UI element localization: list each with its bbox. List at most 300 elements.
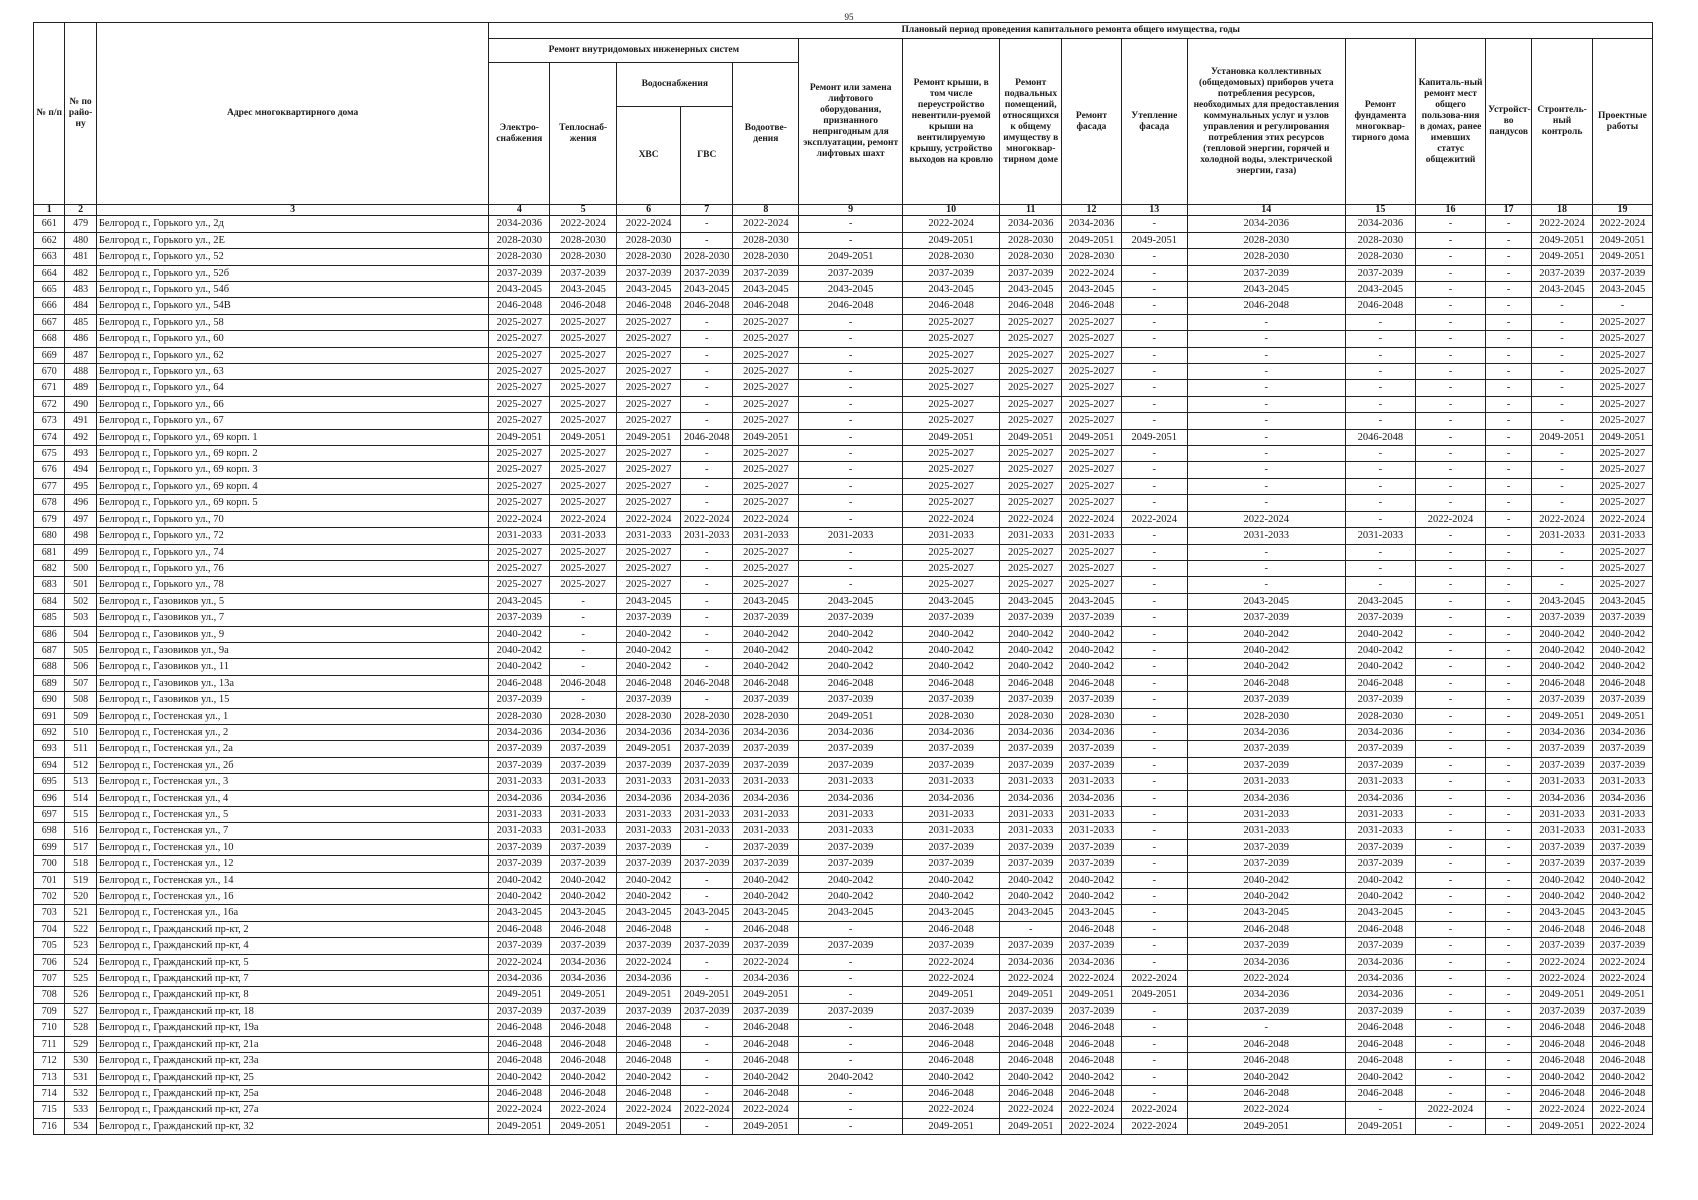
period-cell: - [681,839,733,855]
period-cell: 2043-2045 [1187,593,1345,609]
period-cell: - [681,396,733,412]
table-row [34,1036,1653,1052]
district-number: 530 [65,1053,96,1069]
period-cell: - [1345,347,1415,363]
period-cell: 2046-2048 [1345,1036,1415,1052]
period-cell: 2025-2027 [617,314,681,330]
period-cell: - [1121,396,1187,412]
period-cell: 2031-2033 [1532,528,1593,544]
period-cell: - [1486,626,1532,642]
period-cell: - [681,593,733,609]
period-cell: - [1486,839,1532,855]
period-cell: 2022-2024 [550,511,617,527]
period-cell: 2040-2042 [733,889,799,905]
period-cell: 2034-2036 [489,216,550,232]
period-cell: 2031-2033 [733,807,799,823]
period-cell: 2022-2024 [1592,971,1652,987]
period-cell: 2049-2051 [733,1118,799,1134]
header-engineering-group: Ремонт внутридомовых инженерных систем [489,39,799,63]
period-cell: 2046-2048 [1345,1085,1415,1101]
period-cell: - [1532,331,1593,347]
period-cell: 2046-2048 [733,1053,799,1069]
period-cell: 2040-2042 [1532,1069,1593,1085]
period-cell: 2031-2033 [902,807,999,823]
period-cell: - [1486,429,1532,445]
address-cell: Белгород г., Гостенская ул., 1 [96,708,489,724]
period-cell: - [681,1085,733,1101]
table-row [34,987,1653,1003]
period-cell: 2025-2027 [902,462,999,478]
period-cell: 2037-2039 [681,741,733,757]
period-cell: - [1187,577,1345,593]
period-cell: 2031-2033 [733,528,799,544]
period-cell: 2025-2027 [550,364,617,380]
period-cell: 2022-2024 [617,511,681,527]
period-cell: - [1415,446,1485,462]
period-cell: - [1121,478,1187,494]
table-row [34,364,1653,380]
period-cell: 2025-2027 [1062,347,1122,363]
period-cell: 2031-2033 [902,823,999,839]
address-cell: Белгород г., Горького ул., 69 корп. 4 [96,478,489,494]
period-cell: 2025-2027 [1062,446,1122,462]
period-cell: - [1187,560,1345,576]
row-number: 701 [34,872,65,888]
period-cell: - [1592,298,1652,314]
period-cell: 2040-2042 [902,659,999,675]
period-cell: 2043-2045 [1592,282,1652,298]
period-cell: 2031-2033 [681,774,733,790]
period-cell: 2037-2039 [1187,839,1345,855]
row-number: 697 [34,807,65,823]
period-cell: - [681,1118,733,1134]
period-cell: 2025-2027 [550,577,617,593]
period-cell: - [1415,495,1485,511]
period-cell: 2040-2042 [617,1069,681,1085]
period-cell: 2028-2030 [902,249,999,265]
row-number: 705 [34,938,65,954]
period-cell: 2022-2024 [1062,971,1122,987]
period-cell: - [1486,724,1532,740]
row-number: 680 [34,528,65,544]
period-cell: 2034-2036 [617,971,681,987]
period-cell: 2031-2033 [1187,528,1345,544]
table-row [34,298,1653,314]
row-number: 678 [34,495,65,511]
column-number: 1 [34,205,65,216]
period-cell: 2046-2048 [1187,675,1345,691]
period-cell: 2040-2042 [1000,659,1062,675]
row-number: 709 [34,1003,65,1019]
period-cell: 2037-2039 [1532,610,1593,626]
period-cell: 2049-2051 [1121,232,1187,248]
period-cell: 2049-2051 [902,429,999,445]
address-cell: Белгород г., Горького ул., 76 [96,560,489,576]
period-cell: 2022-2024 [617,954,681,970]
period-cell: 2040-2042 [1345,642,1415,658]
period-cell: 2046-2048 [489,1036,550,1052]
period-cell: - [799,462,903,478]
period-cell: - [799,364,903,380]
period-cell: 2031-2033 [617,774,681,790]
period-cell: - [550,593,617,609]
period-cell: 2049-2051 [617,429,681,445]
table-row [34,790,1653,806]
period-cell: 2040-2042 [1062,889,1122,905]
period-cell: - [1415,560,1485,576]
row-number: 689 [34,675,65,691]
period-cell: 2034-2036 [489,724,550,740]
period-cell: 2049-2051 [1532,249,1593,265]
period-cell: 2049-2051 [1532,987,1593,1003]
period-cell: - [1415,708,1485,724]
period-cell: - [1532,298,1593,314]
row-number: 688 [34,659,65,675]
district-number: 516 [65,823,96,839]
column-number: 19 [1592,205,1652,216]
period-cell: - [1345,446,1415,462]
period-cell: - [1486,396,1532,412]
period-cell: - [1415,347,1485,363]
period-cell: 2043-2045 [1532,905,1593,921]
period-cell: 2025-2027 [489,478,550,494]
table-row [34,478,1653,494]
period-cell: 2046-2048 [1345,921,1415,937]
period-cell: - [1415,839,1485,855]
district-number: 527 [65,1003,96,1019]
period-cell: 2025-2027 [902,478,999,494]
column-number: 7 [681,205,733,216]
period-cell: - [1415,1069,1485,1085]
period-cell: 2043-2045 [799,905,903,921]
period-cell: - [799,577,903,593]
period-cell: 2025-2027 [902,347,999,363]
period-cell: 2049-2051 [1592,708,1652,724]
period-cell: 2037-2039 [1062,610,1122,626]
row-number: 685 [34,610,65,626]
period-cell: 2025-2027 [733,331,799,347]
period-cell: - [1121,347,1187,363]
period-cell: 2043-2045 [550,905,617,921]
period-cell: - [1415,905,1485,921]
period-cell: 2022-2024 [1532,511,1593,527]
period-cell: 2025-2027 [1062,478,1122,494]
period-cell: - [799,478,903,494]
period-cell: 2040-2042 [902,642,999,658]
header-dormitory: Капиталь-ный ремонт мест общего пользова-ния в домах, ранее имевших статус общежитий [1415,39,1485,205]
address-cell: Белгород г., Горького ул., 64 [96,380,489,396]
period-cell: 2037-2039 [733,265,799,281]
period-cell: 2049-2051 [681,987,733,1003]
period-cell: 2022-2024 [550,1102,617,1118]
period-cell: 2037-2039 [799,757,903,773]
period-cell: - [681,446,733,462]
address-cell: Белгород г., Газовиков ул., 9а [96,642,489,658]
table-row [34,593,1653,609]
period-cell: 2025-2027 [550,560,617,576]
period-cell: 2037-2039 [550,839,617,855]
period-cell: 2037-2039 [681,1003,733,1019]
period-cell: 2025-2027 [550,396,617,412]
period-cell: 2046-2048 [733,1036,799,1052]
period-cell: 2031-2033 [1345,807,1415,823]
address-cell: Белгород г., Горького ул., 69 корп. 5 [96,495,489,511]
period-cell: 2049-2051 [733,987,799,1003]
period-cell: 2025-2027 [1592,331,1652,347]
period-cell: 2037-2039 [1187,757,1345,773]
district-number: 479 [65,216,96,232]
period-cell: - [1345,380,1415,396]
address-cell: Белгород г., Гостенская ул., 7 [96,823,489,839]
address-cell: Белгород г., Горького ул., 70 [96,511,489,527]
period-cell: - [799,331,903,347]
period-cell: 2025-2027 [902,331,999,347]
table-row [34,347,1653,363]
address-cell: Белгород г., Гражданский пр-кт, 5 [96,954,489,970]
period-cell: 2046-2048 [1187,921,1345,937]
address-cell: Белгород г., Горького ул., 52 [96,249,489,265]
period-cell: - [1121,774,1187,790]
period-cell: 2046-2048 [550,1053,617,1069]
period-cell: - [1187,347,1345,363]
period-cell: - [681,659,733,675]
period-cell: - [1345,544,1415,560]
period-cell: - [1415,216,1485,232]
period-cell: - [799,971,903,987]
period-cell: 2025-2027 [489,396,550,412]
period-cell: 2040-2042 [733,1069,799,1085]
period-cell: 2025-2027 [1062,560,1122,576]
period-cell: 2034-2036 [550,724,617,740]
period-cell: - [1486,331,1532,347]
period-cell: - [681,642,733,658]
period-cell: - [1121,692,1187,708]
address-cell: Белгород г., Гостенская ул., 4 [96,790,489,806]
period-cell: 2025-2027 [489,495,550,511]
period-cell: - [681,413,733,429]
period-cell: 2037-2039 [733,610,799,626]
period-cell: 2025-2027 [489,413,550,429]
period-cell: 2049-2051 [902,232,999,248]
capital-repair-schedule [33,22,1653,1135]
period-cell: 2022-2024 [1592,1102,1652,1118]
address-cell: Белгород г., Гражданский пр-кт, 23а [96,1053,489,1069]
table-row [34,905,1653,921]
period-cell: 2028-2030 [733,232,799,248]
period-cell: - [1486,577,1532,593]
header-design: Проектные работы [1592,39,1652,205]
address-cell: Белгород г., Гостенская ул., 16а [96,905,489,921]
period-cell: 2037-2039 [617,757,681,773]
row-number: 668 [34,331,65,347]
period-cell: - [1121,856,1187,872]
table-row [34,610,1653,626]
period-cell: 2046-2048 [1532,921,1593,937]
period-cell: 2031-2033 [1000,807,1062,823]
period-cell: 2040-2042 [1532,872,1593,888]
period-cell: 2025-2027 [489,446,550,462]
period-cell: 2037-2039 [550,757,617,773]
period-cell: 2043-2045 [733,593,799,609]
period-cell: 2040-2042 [799,872,903,888]
period-cell: 2034-2036 [617,724,681,740]
district-number: 501 [65,577,96,593]
address-cell: Белгород г., Гостенская ул., 5 [96,807,489,823]
period-cell: - [1121,216,1187,232]
period-cell: 2046-2048 [489,675,550,691]
address-cell: Белгород г., Гражданский пр-кт, 25а [96,1085,489,1101]
period-cell: 2037-2039 [1532,757,1593,773]
district-number: 511 [65,741,96,757]
period-cell: - [799,987,903,1003]
period-cell: 2037-2039 [681,757,733,773]
header-foundation: Ремонт фундамента многоквар-тирного дома [1345,39,1415,205]
table-row [34,282,1653,298]
row-number: 663 [34,249,65,265]
period-cell: 2025-2027 [617,331,681,347]
period-cell: - [799,413,903,429]
period-cell: 2043-2045 [489,905,550,921]
period-cell: 2037-2039 [1345,757,1415,773]
period-cell: - [1486,659,1532,675]
period-cell: 2046-2048 [1592,675,1652,691]
period-cell: - [1121,1053,1187,1069]
period-cell: 2025-2027 [617,462,681,478]
period-cell: - [1121,675,1187,691]
period-cell: 2040-2042 [1062,872,1122,888]
district-number: 523 [65,938,96,954]
period-cell: 2037-2039 [1592,839,1652,855]
period-cell: - [1486,380,1532,396]
period-cell: 2046-2048 [1187,1053,1345,1069]
period-cell: 2040-2042 [902,872,999,888]
period-cell: 2040-2042 [1532,626,1593,642]
period-cell: 2037-2039 [1345,265,1415,281]
period-cell: - [1121,807,1187,823]
district-number: 488 [65,364,96,380]
period-cell: - [799,347,903,363]
period-cell: 2037-2039 [799,265,903,281]
period-cell: 2025-2027 [902,495,999,511]
table-row [34,626,1653,642]
period-cell: 2046-2048 [1532,1085,1593,1101]
period-cell: - [1486,741,1532,757]
period-cell: 2046-2048 [1345,1020,1415,1036]
period-cell: 2025-2027 [550,413,617,429]
period-cell: 2025-2027 [1592,462,1652,478]
period-cell: - [1486,971,1532,987]
period-cell: 2046-2048 [733,675,799,691]
period-cell: 2034-2036 [1062,954,1122,970]
period-cell: 2046-2048 [1532,1020,1593,1036]
period-cell: 2046-2048 [1062,1020,1122,1036]
period-cell: - [1121,741,1187,757]
period-cell: 2028-2030 [617,232,681,248]
period-cell: - [1415,249,1485,265]
period-cell: - [1415,692,1485,708]
row-number: 693 [34,741,65,757]
period-cell: 2037-2039 [1000,839,1062,855]
period-cell: 2046-2048 [1062,298,1122,314]
period-cell: 2037-2039 [1345,741,1415,757]
period-cell: - [681,692,733,708]
period-cell: - [681,1020,733,1036]
period-cell: 2022-2024 [489,511,550,527]
period-cell: 2037-2039 [1187,741,1345,757]
period-cell: - [1486,790,1532,806]
period-cell: 2049-2051 [1121,987,1187,1003]
period-cell: - [799,495,903,511]
period-cell: 2025-2027 [1592,314,1652,330]
district-number: 513 [65,774,96,790]
period-cell: - [799,1036,903,1052]
period-cell: 2037-2039 [1592,692,1652,708]
district-number: 514 [65,790,96,806]
district-number: 508 [65,692,96,708]
district-number: 491 [65,413,96,429]
period-cell: - [1121,724,1187,740]
period-cell: - [1532,446,1593,462]
period-cell: - [1486,807,1532,823]
address-cell: Белгород г., Гражданский пр-кт, 8 [96,987,489,1003]
period-cell: 2025-2027 [617,446,681,462]
period-cell: 2031-2033 [733,774,799,790]
address-cell: Белгород г., Газовиков ул., 15 [96,692,489,708]
period-cell: 2028-2030 [1000,232,1062,248]
district-number: 505 [65,642,96,658]
row-number: 696 [34,790,65,806]
period-cell: 2022-2024 [1592,954,1652,970]
period-cell: 2046-2048 [1345,675,1415,691]
period-cell: - [1121,1003,1187,1019]
period-cell: 2046-2048 [733,298,799,314]
period-cell: - [1187,429,1345,445]
address-cell: Белгород г., Горького ул., 72 [96,528,489,544]
row-number: 690 [34,692,65,708]
period-cell: - [1486,610,1532,626]
period-cell: - [1121,823,1187,839]
period-cell: 2037-2039 [1062,839,1122,855]
period-cell: 2028-2030 [902,708,999,724]
row-number: 691 [34,708,65,724]
period-cell: - [1415,265,1485,281]
period-cell: 2049-2051 [1532,1118,1593,1134]
period-cell: 2040-2042 [1592,889,1652,905]
period-cell: 2025-2027 [489,347,550,363]
period-cell: - [1415,938,1485,954]
period-cell: 2043-2045 [1592,905,1652,921]
period-cell: 2037-2039 [489,839,550,855]
period-cell: 2037-2039 [489,692,550,708]
row-number: 684 [34,593,65,609]
period-cell: - [799,396,903,412]
address-cell: Белгород г., Горького ул., 69 корп. 1 [96,429,489,445]
period-cell: - [681,954,733,970]
district-number: 502 [65,593,96,609]
period-cell: 2043-2045 [799,282,903,298]
table-row [34,823,1653,839]
period-cell: - [1415,1036,1485,1052]
period-cell: 2046-2048 [1000,298,1062,314]
column-number: 10 [902,205,999,216]
period-cell: - [1121,626,1187,642]
period-cell: 2043-2045 [681,282,733,298]
period-cell: - [1415,544,1485,560]
period-cell: 2040-2042 [1062,1069,1122,1085]
period-cell: - [1121,659,1187,675]
period-cell: 2040-2042 [1592,659,1652,675]
district-number: 515 [65,807,96,823]
